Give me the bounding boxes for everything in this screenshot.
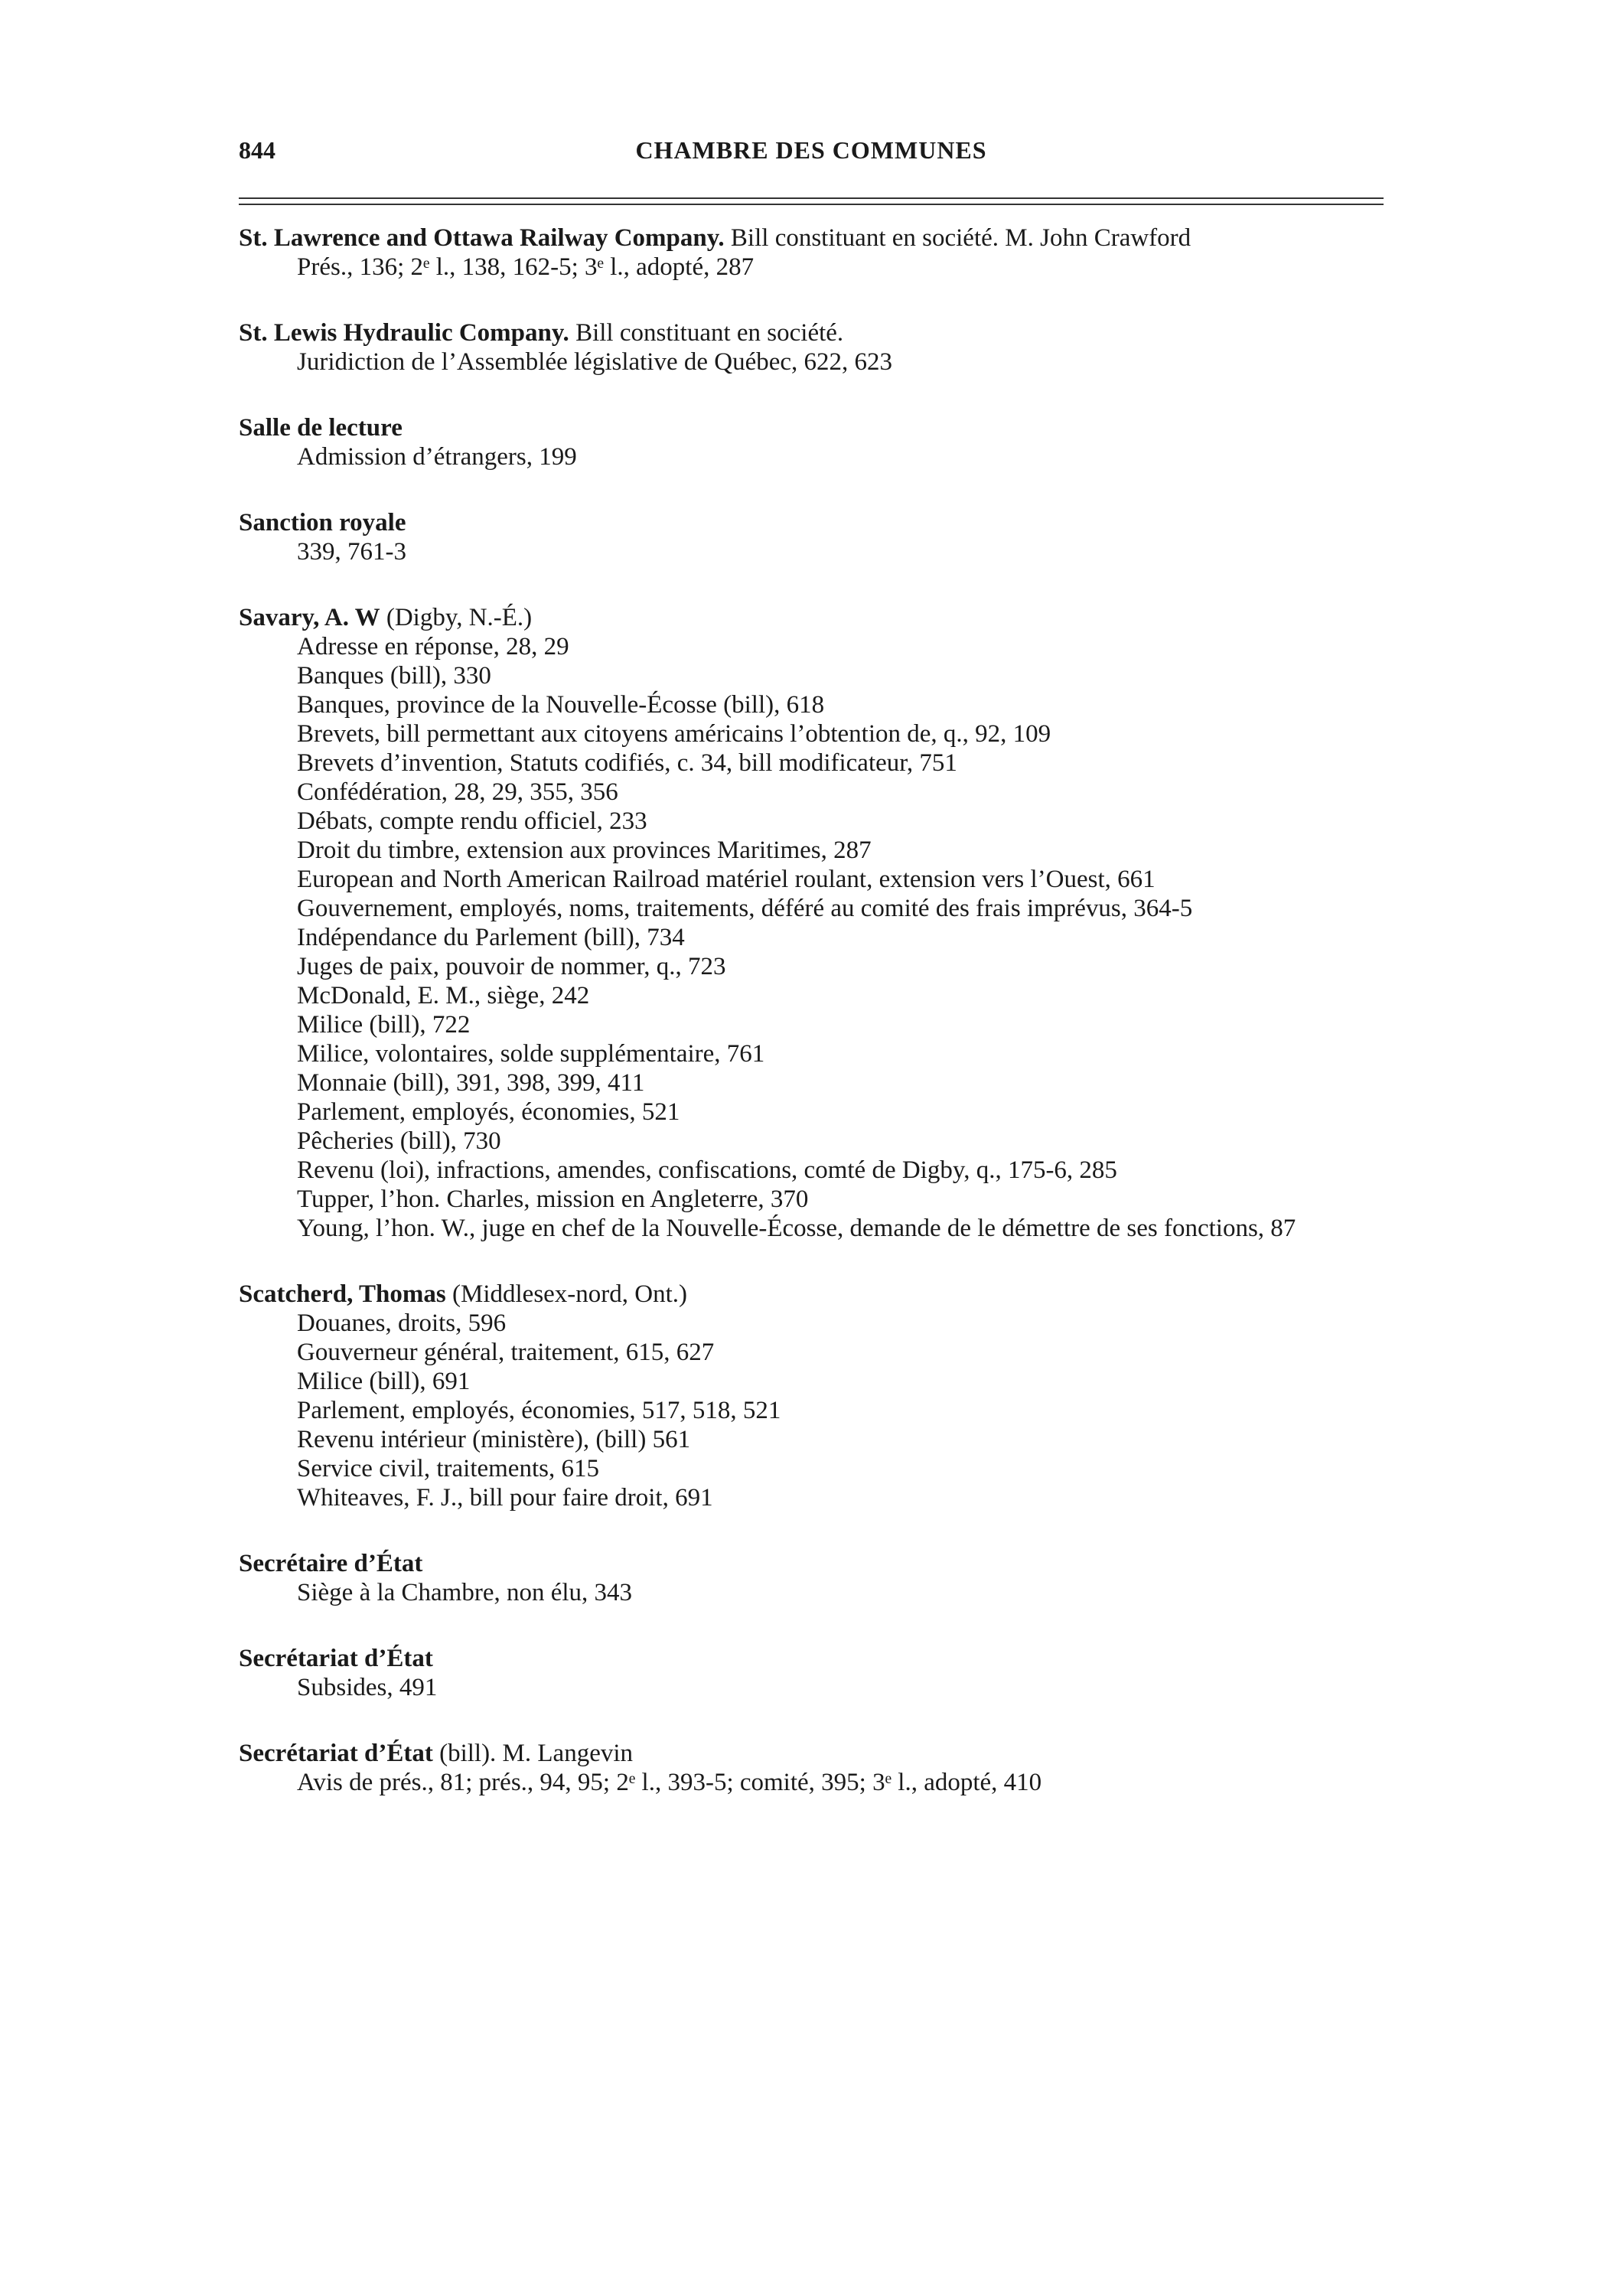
entry-description: (Digby, N.-É.): [380, 604, 533, 631]
header-rule-bottom: [239, 204, 1384, 205]
entry-subentry: Prés., 136; 2ᵉ l., 138, 162-5; 3ᵉ l., adopté, 287: [297, 253, 755, 281]
entry-subentry: Banques (bill), 330: [297, 662, 491, 690]
entry-heading: [239, 603, 1384, 632]
entry-subentry: McDonald, E. M., siège, 242: [297, 982, 590, 1009]
entry-subentry: Banques, province de la Nouvelle-Écosse (bill), 618: [297, 691, 825, 719]
entry-subentry: Young, l’hon. W., juge en chef de la Nouvelle-Écosse, demande de le démettre de ses fonctions, 87: [297, 1215, 1296, 1242]
entry-name: Salle de lecture: [239, 414, 403, 442]
index-entry: [239, 318, 1384, 377]
entry-name: Scatcherd, Thomas: [239, 1280, 446, 1308]
entry-subentry: Revenu intérieur (ministère), (bill) 561: [297, 1426, 691, 1453]
entry-subentry: European and North American Railroad matériel roulant, extension vers l’Ouest, 661: [297, 866, 1156, 893]
entry-subentry: Avis de prés., 81; prés., 94, 95; 2ᵉ l., 393-5; comité, 395; 3ᵉ l., adopté, 410: [297, 1769, 1042, 1796]
entry-subentry: Indépendance du Parlement (bill), 734: [297, 924, 685, 951]
entry-subentry: 339, 761-3: [297, 538, 406, 566]
entry-heading: [239, 223, 1384, 253]
index-entry: [239, 508, 1384, 566]
entry-name: Secrétariat d’État: [239, 1740, 433, 1767]
entry-heading: [239, 1549, 1384, 1578]
entry-subentry: Milice (bill), 722: [297, 1011, 471, 1039]
entry-name: Secrétaire d’État: [239, 1550, 423, 1577]
entry-heading: [239, 318, 1384, 347]
index-entry: [239, 1644, 1384, 1702]
entry-subentry: Brevets, bill permettant aux citoyens américains l’obtention de, q., 92, 109: [297, 720, 1051, 748]
entry-subentry: Revenu (loi), infractions, amendes, confiscations, comté de Digby, q., 175-6, 285: [297, 1156, 1117, 1184]
entry-subentry: Confédération, 28, 29, 355, 356: [297, 778, 618, 806]
index-entry: [239, 1739, 1384, 1797]
entry-subentry: Whiteaves, F. J., bill pour faire droit, 691: [297, 1484, 713, 1512]
entry-heading: [239, 413, 1384, 442]
entry-subentry: Subsides, 491: [297, 1674, 438, 1701]
entry-name: Savary, A. W: [239, 604, 380, 631]
entry-subentry: Admission d’étrangers, 199: [297, 443, 577, 471]
entry-subentry: Adresse en réponse, 28, 29: [297, 633, 569, 660]
header-rule-top: [239, 197, 1384, 199]
entry-subentry: Gouverneur général, traitement, 615, 627: [297, 1339, 715, 1366]
index-entry: [239, 223, 1384, 282]
entry-subentry: Siège à la Chambre, non élu, 343: [297, 1579, 633, 1606]
entry-heading: [239, 1739, 1384, 1768]
index-entry: [239, 1280, 1384, 1512]
entry-heading: [239, 508, 1384, 537]
entry-name: St. Lawrence and Ottawa Railway Company.: [239, 224, 725, 252]
index-entry: [239, 413, 1384, 471]
entry-subentry: Juges de paix, pouvoir de nommer, q., 723: [297, 953, 726, 980]
entry-heading: [239, 1280, 1384, 1309]
entry-name: Secrétariat d’État: [239, 1645, 433, 1672]
page-header: [239, 136, 1384, 174]
entry-description: (Middlesex-nord, Ont.): [445, 1280, 688, 1308]
entry-subentry: Juridiction de l’Assemblée législative de Québec, 622, 623: [297, 348, 893, 376]
entry-subentry: Pêcheries (bill), 730: [297, 1127, 501, 1155]
entry-subentry: Douanes, droits, 596: [297, 1309, 507, 1337]
entry-description: Bill constituant en société. M. John Crawford: [724, 224, 1191, 252]
index-entry: [239, 1549, 1384, 1607]
running-title: CHAMBRE DES COMMUNES: [635, 136, 987, 164]
entry-subentry: Service civil, traitements, 615: [297, 1455, 599, 1482]
entry-name: St. Lewis Hydraulic Company.: [239, 319, 569, 347]
entry-description: (bill). M. Langevin: [432, 1740, 634, 1767]
entry-subentry: Monnaie (bill), 391, 398, 399, 411: [297, 1069, 645, 1097]
entry-subentry: Droit du timbre, extension aux provinces Maritimes, 287: [297, 837, 872, 864]
entry-subentry: Milice (bill), 691: [297, 1368, 471, 1395]
page-number: 844: [239, 136, 275, 164]
entry-subentry: Parlement, employés, économies, 521: [297, 1098, 680, 1126]
entry-subentry: Brevets d’invention, Statuts codifiés, c. 34, bill modificateur, 751: [297, 749, 957, 777]
entry-name: Sanction royale: [239, 509, 406, 536]
entry-subentry: Gouvernement, employés, noms, traitements, déféré au comité des frais imprévus, 364-5: [297, 895, 1193, 922]
entry-subentry: Parlement, employés, économies, 517, 518, 521: [297, 1397, 781, 1424]
index-entries: [239, 223, 1384, 1834]
entry-description: Bill constituant en société.: [569, 319, 844, 347]
entry-subentry: Tupper, l’hon. Charles, mission en Angleterre, 370: [297, 1186, 809, 1213]
index-entry: [239, 603, 1384, 1243]
entry-subentry: Milice, volontaires, solde supplémentaire, 761: [297, 1040, 765, 1068]
entry-subentry: Débats, compte rendu officiel, 233: [297, 807, 647, 835]
entry-heading: [239, 1644, 1384, 1673]
